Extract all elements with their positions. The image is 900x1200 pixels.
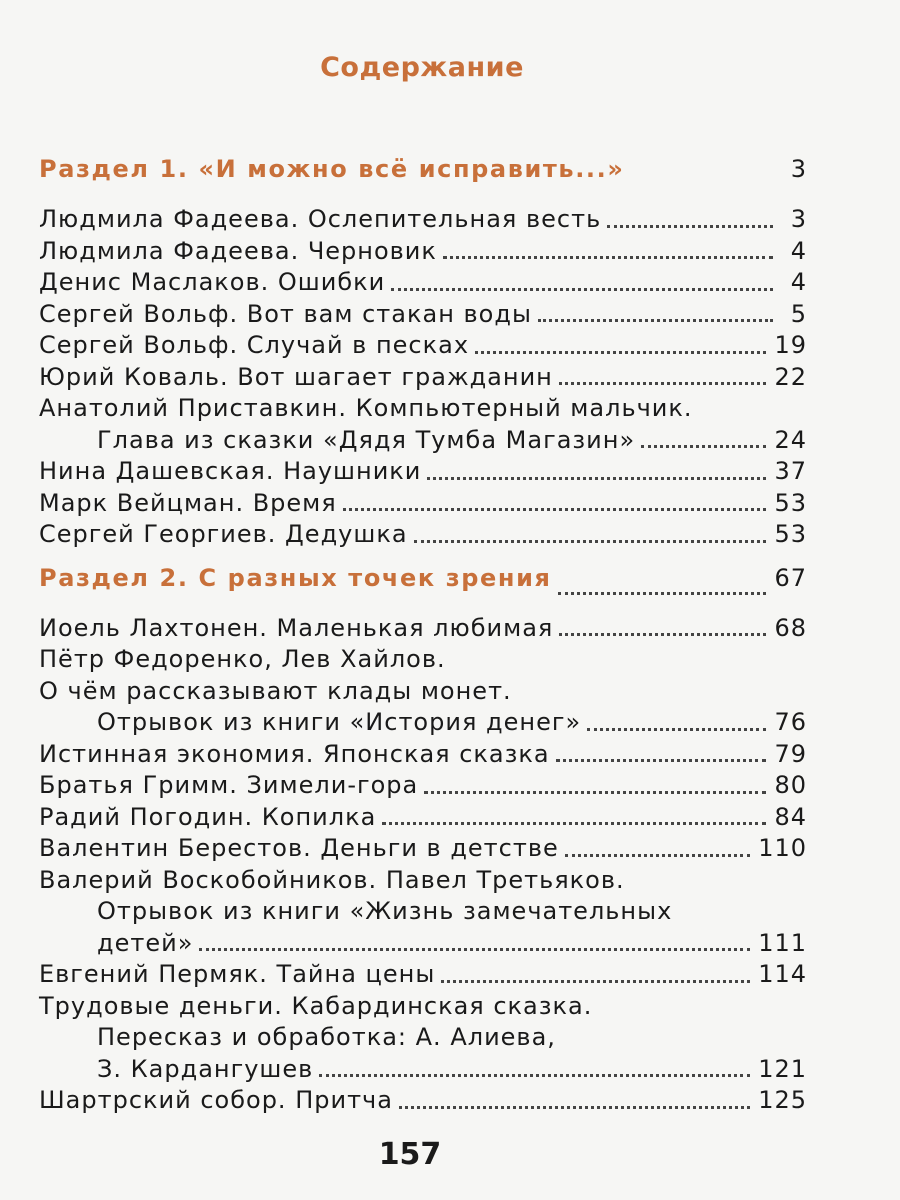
entry-text: З. Кардангушев [97, 1054, 314, 1083]
dot-leader [414, 539, 767, 543]
dot-leader [641, 444, 766, 448]
toc-entry [39, 268, 807, 300]
toc-entry [39, 834, 807, 866]
page-ref: 121 [758, 1054, 807, 1083]
dot-leader [343, 507, 767, 511]
page-ref: 68 [774, 613, 807, 642]
dot-leader [319, 1073, 750, 1077]
entry-text: Людмила Фадеева. Черновик [39, 236, 437, 265]
toc-entry [39, 929, 807, 961]
page-title: Содержание [320, 52, 524, 83]
entry-text: Валентин Берестов. Деньги в детстве [39, 834, 559, 862]
page-ref: 111 [758, 928, 807, 957]
toc-entry [39, 708, 807, 740]
page-ref: 84 [774, 802, 807, 831]
entry-text: Истинная экономия. Японская сказка [39, 739, 550, 768]
entry-text: Сергей Вольф. Вот вам стакан воды [39, 299, 532, 328]
dot-leader [399, 1105, 750, 1109]
toc-entry [39, 645, 807, 677]
toc-entry [39, 897, 807, 929]
page-ref: 114 [758, 960, 807, 988]
page-ref: 125 [758, 1086, 807, 1114]
entry-text: Пересказ и обработка: А. Алиева, [97, 1023, 556, 1051]
section-heading [39, 564, 807, 604]
page-ref: 4 [790, 268, 807, 296]
entry-text: Нина Дашевская. Наушники [39, 457, 422, 485]
table-of-contents [39, 155, 807, 1118]
dot-leader [199, 947, 750, 951]
entry-text: Марк Вейцман. Время [39, 488, 337, 517]
entry-text: Людмила Фадеева. Ослепительная весть [39, 205, 602, 233]
entry-text: Трудовые деньги. Кабардинская сказка. [39, 991, 593, 1020]
dot-leader [382, 821, 766, 825]
toc-entry [39, 331, 807, 363]
toc-entry [39, 614, 807, 646]
dot-leader [607, 224, 773, 228]
toc-entry [39, 363, 807, 395]
dot-leader [558, 591, 767, 595]
page-ref: 3 [790, 155, 807, 183]
dot-leader [475, 350, 766, 354]
toc-entry [39, 394, 807, 426]
entry-text: Валерий Воскобойников. Павел Третьяков. [39, 865, 625, 894]
toc-entry [39, 237, 807, 269]
toc-entry [39, 457, 807, 489]
entry-text: Иоель Лахтонен. Маленькая любимая [39, 613, 554, 642]
toc-entry [39, 1023, 807, 1055]
toc-entry [39, 300, 807, 332]
entry-text: Шартрский собор. Притча [39, 1086, 393, 1114]
page-ref: 24 [774, 425, 807, 454]
dot-leader [424, 790, 766, 794]
page-ref: 37 [774, 457, 807, 485]
dot-leader [556, 758, 767, 762]
page-ref: 79 [774, 739, 807, 768]
entry-text: Денис Маслаков. Ошибки [39, 268, 386, 296]
page-ref: 67 [774, 563, 807, 592]
entry-text: Евгений Пермяк. Тайна цены [39, 960, 436, 988]
toc-entry [39, 426, 807, 458]
entry-text: Анатолий Приставкин. Компьютерный мальчик. [39, 394, 693, 422]
page-ref: 5 [790, 299, 807, 328]
page-ref: 80 [774, 771, 807, 799]
entry-text: Отрывок из книги «Жизнь замечательных [97, 897, 673, 925]
toc-entry [39, 677, 807, 709]
toc-entry [39, 803, 807, 835]
dot-leader [538, 318, 773, 322]
toc-entry [39, 960, 807, 992]
entry-text: О чём рассказывают клады монет. [39, 676, 512, 705]
page-number: 157 [378, 1137, 442, 1172]
toc-entry [39, 489, 807, 521]
page-ref: 4 [790, 236, 807, 265]
page-ref: 53 [774, 488, 807, 517]
dot-leader [559, 381, 767, 385]
page-ref: 53 [774, 520, 807, 548]
dot-leader [427, 476, 766, 480]
dot-leader [443, 255, 773, 259]
section-heading [39, 155, 807, 195]
entry-text: Глава из сказки «Дядя Тумба Магазин» [97, 425, 636, 454]
entry-text: Пётр Федоренко, Лев Хайлов. [39, 645, 446, 673]
dot-leader [565, 853, 750, 857]
entry-text: детей» [97, 928, 194, 957]
page-ref: 22 [774, 362, 807, 391]
dot-leader [559, 632, 766, 636]
page-ref: 19 [774, 331, 807, 359]
page-ref: 3 [790, 205, 807, 233]
entry-text: Сергей Вольф. Случай в песках [39, 331, 470, 359]
entry-text: Юрий Коваль. Вот шагает гражданин [39, 362, 553, 391]
section-title: Раздел 2. С разных точек зрения [39, 563, 552, 592]
dot-leader [587, 727, 766, 731]
dot-leader [441, 979, 750, 983]
page-ref: 110 [758, 834, 807, 862]
toc-entry [39, 1086, 807, 1118]
entry-text: Отрывок из книги «История денег» [97, 708, 582, 736]
toc-entry [39, 1055, 807, 1087]
section-title: Раздел 1. «И можно всё исправить...» [39, 155, 625, 183]
toc-entry [39, 866, 807, 898]
dot-leader [391, 287, 773, 291]
toc-entry [39, 992, 807, 1024]
toc-entry [39, 740, 807, 772]
entry-text: Сергей Георгиев. Дедушка [39, 520, 408, 548]
toc-entry [39, 520, 807, 552]
toc-entry [39, 771, 807, 803]
entry-text: Радий Погодин. Копилка [39, 802, 377, 831]
page-ref: 76 [774, 708, 807, 736]
entry-text: Братья Гримм. Зимели-гора [39, 771, 419, 799]
toc-entry [39, 205, 807, 237]
